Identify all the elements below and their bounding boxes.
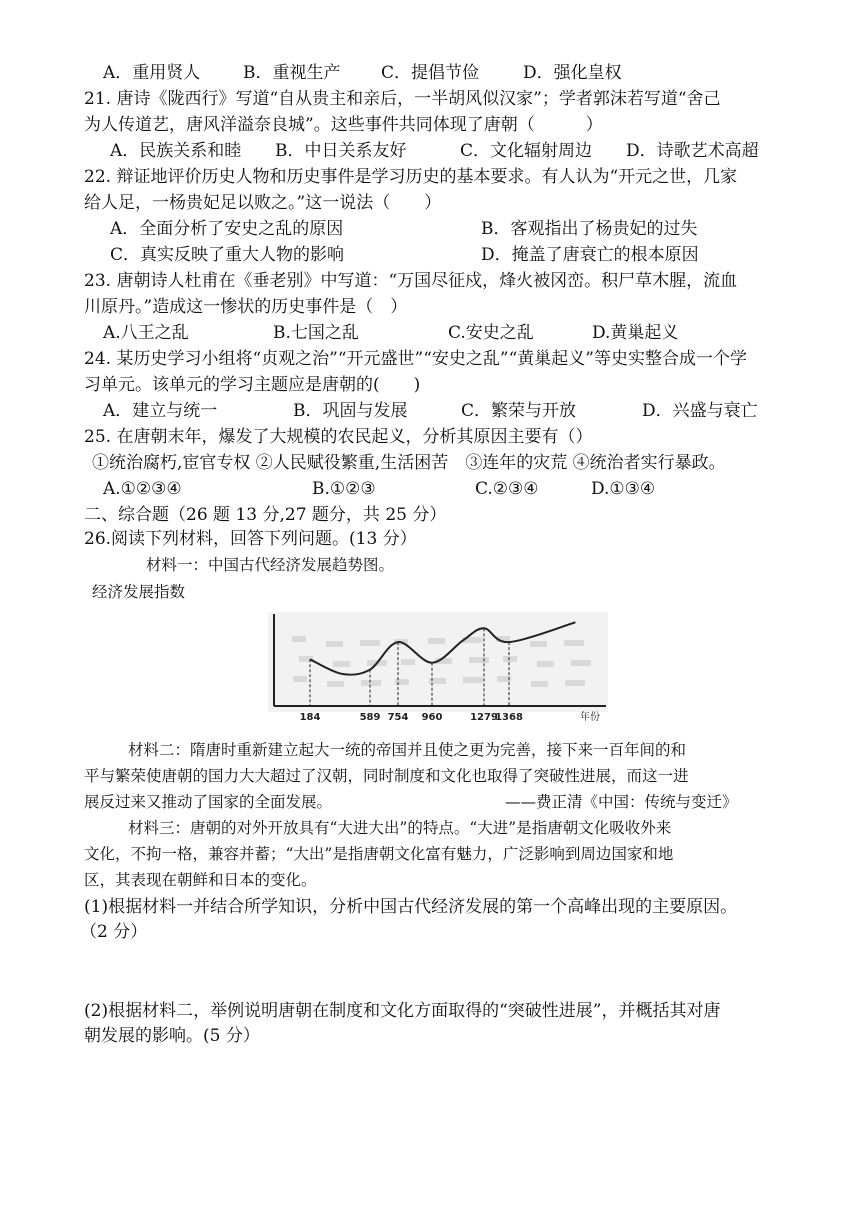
q26-subquestion-1-line1: (1)根据材料一并结合所学知识，分析中国古代经济发展的第一个高峰出现的主要原因。 (84, 897, 738, 917)
q20-option-d: D．强化皇权 (523, 63, 622, 83)
q24-option-a: A．建立与统一 (103, 401, 218, 421)
chart-tick-label-1279: 1279 (470, 712, 498, 723)
chart-scan-mark (463, 677, 483, 683)
q24-stem-line2: 习单元。该单元的学习主题应是唐朝的( ) (84, 375, 421, 395)
q26-subquestion-1-line2: （2 分） (80, 922, 148, 942)
chart-scan-mark (361, 680, 381, 686)
chart-tick-label-589: 589 (359, 712, 381, 723)
q24-option-b: B．巩固与发展 (293, 401, 408, 421)
chart-scan-mark (428, 638, 445, 644)
q26-material-3-line1: 材料三：唐朝的对外开放具有“大进大出”的特点。“大进”是指唐朝文化吸收外来 (128, 819, 672, 837)
q23-stem-line2: 川原丹。”造成这一惨状的历史事件是（ ） (84, 297, 408, 317)
q21-option-a: A．民族关系和睦 (110, 141, 242, 161)
chart-scan-mark (395, 679, 409, 685)
chart-tick-label-1368: 1368 (495, 712, 523, 723)
q20-option-c: C．提倡节俭 (381, 63, 480, 83)
chart-scan-mark (360, 640, 380, 646)
q25-option-c: C.②③④ (475, 479, 539, 499)
q26-material-2-source: ——费正清《中国：传统与变迁》 (505, 793, 738, 811)
economic-trend-chart (262, 608, 612, 726)
q21-stem-line2: 为人传道艺，唐风洋溢奈良城”。这些事件共同体现了唐朝（ ） (84, 115, 603, 135)
q23-stem-line1: 23. 唐朝诗人杜甫在《垂老别》中写道：“万国尽征戍，烽火被冈峦。积尸草木腥，流血 (84, 271, 738, 291)
q20-option-a: A．重用贤人 (103, 63, 201, 83)
chart-scan-mark (292, 636, 306, 642)
q25-stem-line1: 25. 在唐朝末年，爆发了大规模的农民起义，分析其原因主要有（） (84, 427, 593, 447)
q25-option-a: A.①②③④ (103, 479, 182, 499)
chart-scan-mark (333, 661, 350, 667)
q25-option-d: D.①③④ (591, 479, 656, 499)
chart-ylabel: 经济发展指数 (92, 583, 186, 601)
chart-scan-mark (564, 640, 584, 646)
q25-reasons: ①统治腐朽,宦官专权 ②人民赋役繁重,生活困苦 ③连年的灾荒 ④统治者实行暴政。 (92, 453, 726, 473)
chart-scan-mark (531, 681, 548, 687)
q23-option-b: B.七国之乱 (273, 323, 359, 343)
chart-scan-mark (530, 641, 547, 647)
chart-scan-mark (293, 676, 307, 682)
q26-material-3-line3: 区，其表现在朝鲜和日本的变化。 (84, 871, 317, 889)
chart-tick-label-960: 960 (421, 712, 443, 723)
chart-tick-label-184: 184 (299, 712, 321, 723)
q26-header: 26.阅读下列材料，回答下列问题。(13 分） (84, 529, 417, 549)
chart-scan-mark (326, 641, 343, 647)
q25-option-b: B.①②③ (312, 479, 376, 499)
chart-scan-mark (537, 661, 554, 667)
chart-tick-label-754: 754 (387, 712, 409, 723)
chart-scan-mark (565, 680, 585, 686)
q21-option-c: C．文化辐射周边 (460, 141, 593, 161)
q22-option-d: D．掩盖了唐衰亡的根本原因 (481, 245, 699, 265)
q26-material-3-line2: 文化，不拘一格，兼容并蓄；“大出”是指唐朝文化富有魅力，广泛影响到周边国家和地 (84, 845, 674, 863)
q26-material-1: 材料一：中国古代经济发展趋势图。 (146, 556, 395, 574)
q22-stem-line1: 22. 辩证地评价历史人物和历史事件是学习历史的基本要求。有人认为“开元之世，几家 (84, 167, 738, 187)
chart-scan-mark (327, 681, 344, 687)
q22-option-c: C．真实反映了重大人物的影响 (110, 245, 345, 265)
q24-option-d: D．兴盛与衰亡 (642, 401, 758, 421)
chart-scan-mark (503, 656, 517, 662)
q22-option-a: A．全面分析了安史之乱的原因 (110, 219, 344, 239)
q21-stem-line1: 21. 唐诗《陇西行》写道“自从贵主和亲后，一半胡风似汉家”；学者郭沫若写道“舍己 (84, 89, 721, 109)
chart-xlabel: 年份 (580, 712, 600, 723)
q24-stem-line1: 24. 某历史学习小组将“贞观之治”“开元盛世”“安史之乱”“黄巢起义”等史实整合成一个学 (84, 349, 747, 369)
q26-subquestion-2-line1: (2)根据材料二，举例说明唐朝在制度和文化方面取得的“突破性进展”，并概括其对唐 (84, 1001, 721, 1021)
q24-option-c: C．繁荣与开放 (461, 401, 577, 421)
q20-option-b: B．重视生产 (243, 63, 341, 83)
q22-stem-line2: 给人足，一杨贵妃足以败之。”这一说法（ ） (84, 193, 442, 213)
q21-option-d: D．诗歌艺术高超 (626, 141, 759, 161)
chart-scan-mark (469, 657, 489, 663)
q23-option-c: C.安史之乱 (448, 323, 534, 343)
q26-material-2-line1: 材料二：隋唐时重新建立起大一统的帝国并且使之更为完善，接下来一百年间的和 (128, 741, 687, 759)
q22-option-b: B．客观指出了杨贵妃的过失 (481, 219, 698, 239)
q23-option-a: A.八王之乱 (103, 323, 189, 343)
chart-scan-mark (571, 660, 591, 666)
q26-subquestion-2-line2: 朝发展的影响。(5 分） (84, 1026, 260, 1046)
q26-material-2-line2: 平与繁荣使唐朝的国力大大超过了汉朝，同时制度和文化也取得了突破性进展，而这一进 (84, 767, 689, 785)
q23-option-d: D.黄巢起义 (592, 323, 679, 343)
q26-material-2-line3: 展反过来又推动了国家的全面发展。 (84, 793, 333, 811)
q21-option-b: B．中日关系友好 (275, 141, 407, 161)
chart-scan-mark (401, 659, 415, 665)
section-2-heading: 二、综合题（26 题 13 分,27 题分，共 25 分） (84, 505, 447, 525)
